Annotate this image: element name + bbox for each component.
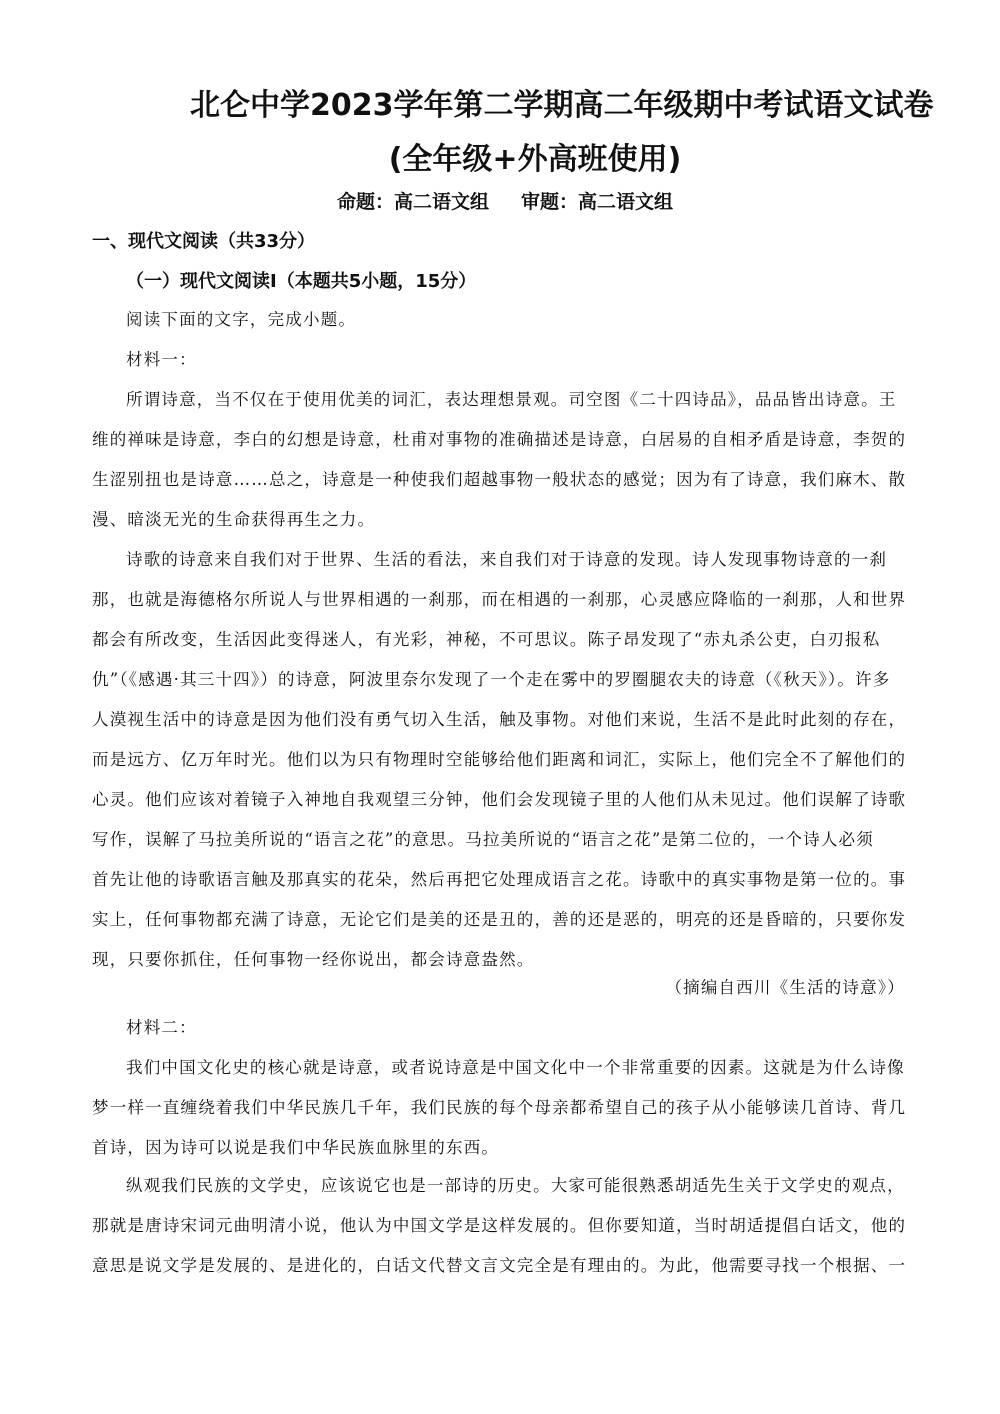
paragraph-line: 首先让他的诗歌语言触及那真实的花朵，然后再把它处理成语言之花。诗歌中的真实事物是第一位的。事 bbox=[92, 870, 907, 889]
instructions-text: 阅读下面的文字，完成小题。 bbox=[126, 310, 357, 329]
paragraph-line: 心灵。他们应该对着镜子入神地自我观望三分钟，他们会发现镜子里的人他们从未见过。他们误解了诗歌 bbox=[92, 790, 907, 809]
exam-title: 北仑中学2023学年第二学期高二年级期中考试语文试卷 bbox=[190, 88, 934, 123]
paragraph-line: 那就是唐诗宋词元曲明清小说，他认为中国文学是这样发展的。但你要知道，当时胡适提倡白话文，他的 bbox=[92, 1216, 907, 1235]
paragraph-line: 那，也就是海德格尔所说人与世界相遇的一刹那，而在相遇的一刹那，心灵感应降临的一刹那，人和世界 bbox=[92, 590, 907, 609]
paragraph-line: 我们中国文化史的核心就是诗意，或者说诗意是中国文化中一个非常重要的因素。这就是为什么诗像 bbox=[126, 1058, 905, 1077]
paragraph-line: 写作，误解了马拉美所说的“语言之花”的意思。马拉美所说的“语言之花”是第二位的，一个诗人必须 bbox=[92, 830, 874, 849]
material2-paragraph-1 bbox=[92, 1048, 906, 1168]
paragraph-line: 人漠视生活中的诗意是因为他们没有勇气切入生活，触及事物。对他们来说，生活不是此时此刻的存在， bbox=[92, 710, 907, 729]
paragraph-line: 仇”（《感遇·其三十四》）的诗意，阿波里奈尔发现了一个走在雾中的罗圈腿农夫的诗意（《秋天》）。许多 bbox=[92, 670, 891, 689]
section-heading-part1-sub: （一）现代文阅读Ⅰ（本题共5小题，15分） bbox=[126, 271, 477, 292]
material1-paragraph-2 bbox=[92, 540, 906, 980]
paragraph-line: 都会有所改变，生活因此变得迷人，有光彩，神秘，不可思议。陈子昂发现了“赤丸杀公吏，白刃报私 bbox=[92, 630, 881, 649]
paragraph-line: 实上，任何事物都充满了诗意，无论它们是美的还是丑的，善的还是恶的，明亮的还是昏暗的，只要你发 bbox=[92, 910, 907, 929]
paragraph-line: 梦一样一直缠绕着我们中华民族几千年，我们民族的每个母亲都希望自己的孩子从小能够读几首诗、背几 bbox=[92, 1098, 907, 1117]
material2-label: 材料二： bbox=[126, 1018, 197, 1037]
paragraph-line: 漫、暗淡无光的生命获得再生之力。 bbox=[92, 510, 376, 529]
material1-label: 材料一： bbox=[126, 350, 197, 369]
author-label: 命题：高二语文组 bbox=[336, 191, 489, 213]
material1-paragraph-1 bbox=[92, 380, 906, 540]
material2-label-block bbox=[92, 1008, 906, 1048]
paragraph-line: 所谓诗意，当不仅在于使用优美的词汇，表达理想景观。司空图《二十四诗品》，品品皆出诗意。王 bbox=[126, 390, 897, 409]
exam-subtitle: (全年级+外高班使用) bbox=[388, 142, 682, 177]
paragraph-line: 维的禅味是诗意，李白的幻想是诗意，杜甫对事物的准确描述是诗意，白居易的自相矛盾是诗意，李贺的 bbox=[92, 430, 907, 449]
paragraph-line: 首诗，因为诗可以说是我们中华民族血脉里的东西。 bbox=[92, 1138, 500, 1157]
author-line bbox=[160, 188, 850, 216]
paragraph-line: 纵观我们民族的文学史，应该说它也是一部诗的历史。大家可能很熟悉胡适先生关于文学史的观点， bbox=[126, 1176, 905, 1195]
paragraph-line: 诗歌的诗意来自我们对于世界、生活的看法，来自我们对于诗意的发现。诗人发现事物诗意的一刹 bbox=[126, 550, 888, 569]
material1-source: （摘编自西川《生活的诗意》） bbox=[665, 978, 905, 997]
reviewer-label: 审题：高二语文组 bbox=[521, 191, 674, 213]
paragraph-line: 现，只要你抓住，任何事物一经你说出，都会诗意盎然。 bbox=[92, 950, 535, 969]
material2-paragraph-2 bbox=[92, 1166, 906, 1286]
paragraph-line: 生涩别扭也是诗意……总之，诗意是一种使我们超越事物一般状态的感觉；因为有了诗意，我们麻木、散 bbox=[92, 470, 907, 489]
section-heading-part1: 一、现代文阅读（共33分） bbox=[92, 231, 316, 252]
instructions-block bbox=[92, 300, 906, 380]
paragraph-line: 意思是说文学是发展的、是进化的，白话文代替文言文完全是有理由的。为此，他需要寻找一个根据、一 bbox=[92, 1256, 907, 1275]
paragraph-line: 而是远方、亿万年时光。他们以为只有物理时空能够给他们距离和词汇，实际上，他们完全不了解他们的 bbox=[92, 750, 907, 769]
